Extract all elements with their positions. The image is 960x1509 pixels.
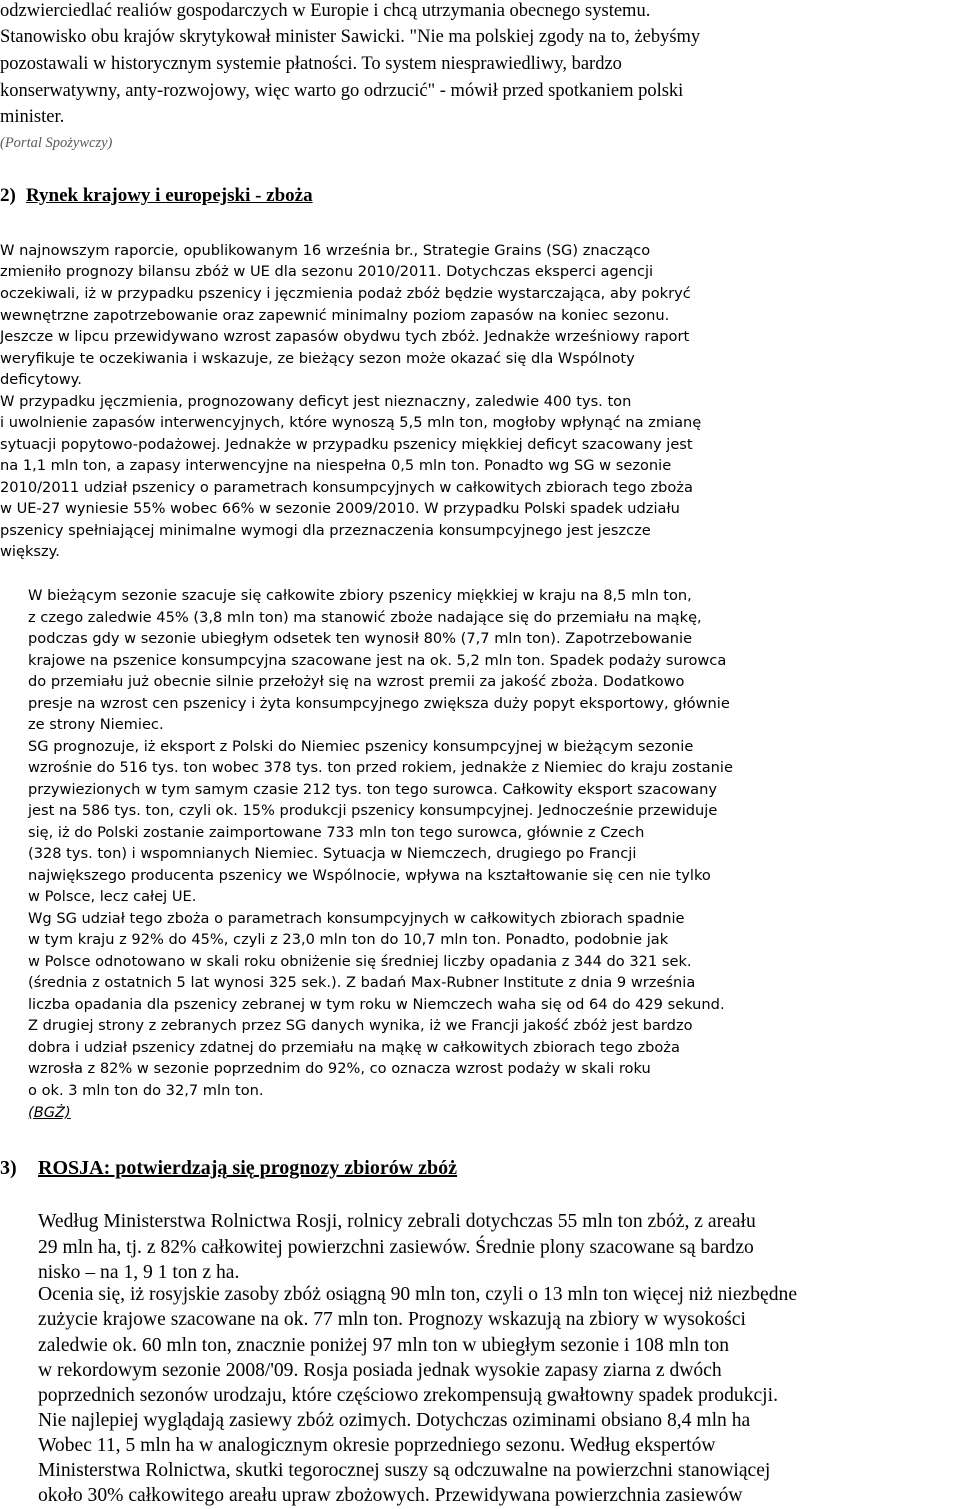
text-line: W najnowszym raporcie, opublikowanym 16 września br., Strategie Grains (SG) znacząco	[0, 242, 651, 259]
text-line: pszenicy spełniającej minimalne wymogi dla przeznaczenia konsumpcyjnego jest jeszcze	[0, 522, 651, 539]
intro-line: minister.	[0, 107, 65, 127]
text-line: w UE-27 wyniesie 55% wobec 66% w sezonie 2009/2010. W przypadku Polski spadek udziału	[0, 500, 680, 517]
text-line: wzrosła z 82% w sezonie poprzednim do 92%, co oznacza wzrost podaży w skali roku	[28, 1060, 651, 1077]
text-line: zmieniło prognozy bilansu zbóż w UE dla sezonu 2010/2011. Dotychczas eksperci agencji	[0, 263, 654, 280]
section-title: Rynek krajowy i europejski - zboża	[26, 185, 313, 206]
text-line: deficytowy.	[0, 371, 82, 388]
text-line: dobra i udział pszenicy zdatnej do przemiału na mąkę w całkowitych zbiorach tego zboża	[28, 1039, 680, 1056]
text-line: W przypadku jęczmienia, prognozowany deficyt jest nieznaczny, zaledwie 400 tys. ton	[0, 393, 632, 410]
text-line: Według Ministerstwa Rolnictwa Rosji, rolnicy zebrali dotychczas 55 mln ton zbóż, z areału	[38, 1211, 756, 1232]
text-line: Jeszcze w lipcu przewidywano wzrost zapasów obydwu tych zbóż. Jednakże wrześniowy raport	[0, 328, 690, 345]
text-line: ze strony Niemiec.	[28, 716, 164, 733]
text-line: wzrośnie do 516 tys. ton wobec 378 tys. ton przed rokiem, jednakże z Niemiec do kraju zostanie	[28, 759, 733, 776]
text-line: w tym kraju z 92% do 45%, czyli z 23,0 mln ton do 10,7 mln ton. Ponadto, podobnie jak	[28, 931, 669, 948]
section-number: 2)	[0, 185, 16, 206]
text-line: podczas gdy w sezonie ubiegłym odsetek ten wynosił 80% (7,7 mln ton). Zapotrzebowanie	[28, 630, 693, 647]
text-line: 29 mln ha, tj. z 82% całkowitej powierzchni zasiewów. Średnie plony szacowane są bardzo	[38, 1237, 754, 1258]
text-line: krajowe na pszenice konsumpcyjna szacowane jest na ok. 5,2 mln ton. Spadek podaży surowca	[28, 652, 727, 669]
text-line: Ministerstwa Rolnictwa, skutki tegorocznej suszy są odczuwalne na powierzchni stanowiącej	[38, 1460, 771, 1481]
text-line: poprzednich sezonów urodzaju, które częściowo zrekompensują gwałtowny spadek produkcji.	[38, 1385, 778, 1406]
text-line: Nie najlepiej wyglądają zasiewy zbóż ozimych. Dotychczas oziminami obsiano 8,4 mln ha	[38, 1410, 751, 1431]
section-number: 3)	[0, 1157, 17, 1179]
text-line: Ocenia się, iż rosyjskie zasoby zbóż osiągną 90 mln ton, czyli o 13 mln ton więcej niż niezbędne	[38, 1284, 798, 1305]
text-line: (średnia z ostatnich 5 lat wynosi 325 sek.). Z badań Max-Rubner Institute z dnia 9 września	[28, 974, 696, 991]
text-line: i uwolnienie zapasów interwencyjnych, które wynoszą 5,5 mln ton, mogłoby wpłynąć na zmianę	[0, 414, 702, 431]
text-line: Wg SG udział tego zboża o parametrach konsumpcyjnych w całkowitych zbiorach spadnie	[28, 910, 685, 927]
text-line: jest na 586 tys. ton, czyli ok. 15% produkcji pszenicy konsumpcyjnej. Jednocześnie przewiduje	[28, 802, 718, 819]
text-line: wewnętrzne zapotrzebowanie oraz zapewnić minimalny poziom zapasów na koniec sezonu.	[0, 307, 670, 324]
source-credit: (BGŻ)	[28, 1104, 71, 1121]
text-line: nisko – na 1, 9 1 ton z ha.	[38, 1262, 240, 1283]
text-line: Z drugiej strony z zebranych przez SG danych wynika, iż we Francji jakość zbóż jest bardzo	[28, 1017, 693, 1034]
text-line: liczba opadania dla pszenicy zebranej w tym roku w Niemczech waha się od 64 do 429 sekund.	[28, 996, 725, 1013]
text-line: w rekordowym sezonie 2008/'09. Rosja posiada jednak wysokie zapasy ziarna z dwóch	[38, 1360, 722, 1381]
intro-line: konserwatywny, anty-rozwojowy, więc warto go odrzucić" - mówił przed spotkaniem polski	[0, 81, 684, 101]
source-credit: (Portal Spożywczy)	[0, 135, 113, 151]
intro-line: Stanowisko obu krajów skrytykował minister Sawicki. "Nie ma polskiej zgody na to, żebyśmy	[0, 27, 701, 47]
text-line: w Polsce, lecz całej UE.	[28, 888, 197, 905]
text-line: na 1,1 mln ton, a zapasy interwencyjne na niespełna 0,5 mln ton. Ponadto wg SG w sezonie	[0, 457, 672, 474]
intro-line: odzwierciedlać realiów gospodarczych w Europie i chcą utrzymania obecnego systemu.	[0, 1, 651, 21]
text-line: z czego zaledwie 45% (3,8 mln ton) ma stanowić zboże nadające się do przemiału na mąkę,	[28, 609, 702, 626]
text-line: w Polsce odnotowano w skali roku obniżenie się średniej liczby opadania z 344 do 321 sek.	[28, 953, 692, 970]
text-line: o ok. 3 mln ton do 32,7 mln ton.	[28, 1082, 264, 1099]
text-line: się, iż do Polski zostanie zaimportowane 733 mln ton tego surowca, głównie z Czech	[28, 824, 645, 841]
text-line: oczekiwali, iż w przypadku pszenicy i jęczmienia podaż zbóż będzie wystarczająca, aby pokryć	[0, 285, 691, 302]
text-line: przywiezionych w tym samym czasie 212 tys. ton tego surowca. Całkowity eksport szacowany	[28, 781, 717, 798]
intro-line: pozostawali w historycznym systemie płatności. To system niesprawiedliwy, bardzo	[0, 54, 622, 74]
text-line: (328 tys. ton) i wspomnianych Niemiec. Sytuacja w Niemczech, drugiego po Francji	[28, 845, 637, 862]
text-line: SG prognozuje, iż eksport z Polski do Niemiec pszenicy konsumpcyjnej w bieżącym sezonie	[28, 738, 694, 755]
text-line: W bieżącym sezonie szacuje się całkowite zbiory pszenicy miękkiej w kraju na 8,5 mln ton,	[28, 587, 692, 604]
text-line: sytuacji popytowo-podażowej. Jednakże w przypadku pszenicy miękkiej deficyt szacowany jest	[0, 436, 693, 453]
text-line: Wobec 11, 5 mln ha w analogicznym okresie poprzedniego sezonu. Według ekspertów	[38, 1435, 716, 1456]
text-line: około 30% całkowitego areału upraw zbożowych. Przewidywana powierzchnia zasiewów	[38, 1485, 743, 1506]
text-line: 2010/2011 udział pszenicy o parametrach konsumpcyjnych w całkowitych zbiorach tego zboża	[0, 479, 693, 496]
text-line: presje na wzrost cen pszenicy i żyta konsumpcyjnego zwiększa duży popyt eksportowy, głównie	[28, 695, 730, 712]
text-line: zużycie krajowe szacowane na ok. 77 mln ton. Prognozy wskazują na zbiory w wysokości	[38, 1309, 746, 1330]
text-line: większy.	[0, 543, 60, 560]
text-line: do przemiału już obecnie silnie przełożył się na wzrost premii za jakość zboża. Dodatkowo	[28, 673, 685, 690]
text-line: największego producenta pszenicy we Wspólnocie, wpływa na kształtowanie się cen nie tylko	[28, 867, 711, 884]
text-line: zaledwie ok. 60 mln ton, znacznie poniżej 97 mln ton w ubiegłym sezonie i 108 mln ton	[38, 1335, 730, 1356]
text-line: weryfikuje te oczekiwania i wskazuje, ze bieżący sezon może okazać się dla Wspólnoty	[0, 350, 635, 367]
section-title: ROSJA: potwierdzają się prognozy zbiorów zbóż	[38, 1157, 458, 1179]
